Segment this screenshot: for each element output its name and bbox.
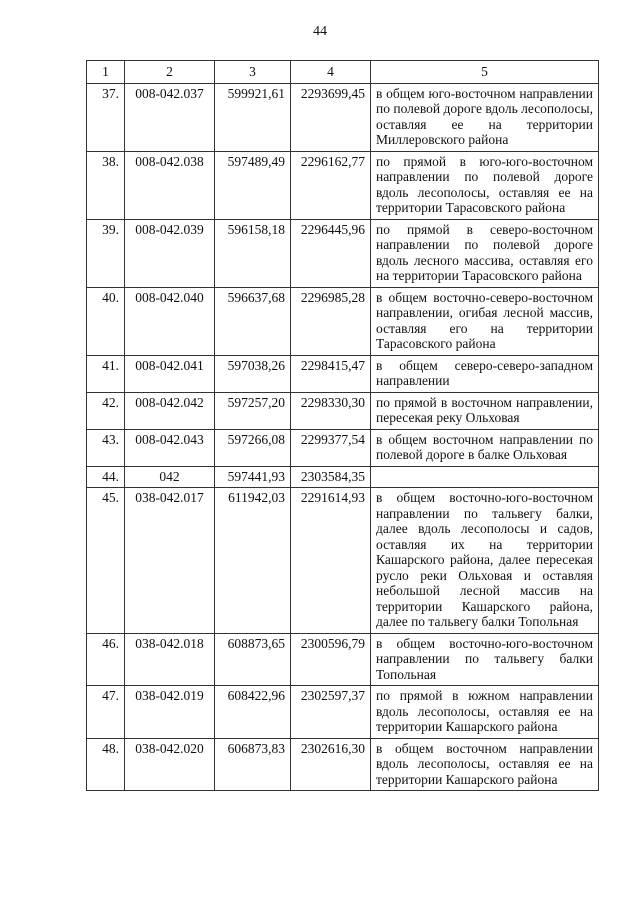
table-row: [87, 83, 599, 151]
row-number-cell: 39.: [87, 219, 125, 287]
point-code-cell: 038-042.018: [125, 633, 215, 686]
description-cell: в общем восточном направлении по полевой дороге в балке Ольховая: [371, 429, 599, 466]
y-coordinate-cell: 2298330,30: [291, 392, 371, 429]
x-coordinate-cell: 606873,83: [215, 738, 291, 791]
x-coordinate-cell: 597441,93: [215, 466, 291, 488]
point-code-cell: 008-042.038: [125, 151, 215, 219]
point-code-cell: 008-042.043: [125, 429, 215, 466]
table-row: [87, 633, 599, 686]
column-header: 4: [291, 61, 371, 84]
table-row: [87, 287, 599, 355]
row-number-cell: 37.: [87, 83, 125, 151]
page-number: 44: [313, 24, 327, 39]
y-coordinate-cell: 2302597,37: [291, 686, 371, 739]
table-row: [87, 219, 599, 287]
description-cell: по прямой в восточном направлении, пересекая реку Ольховая: [371, 392, 599, 429]
row-number-cell: 42.: [87, 392, 125, 429]
point-code-cell: 038-042.019: [125, 686, 215, 739]
table-row: [87, 466, 599, 488]
x-coordinate-cell: 596637,68: [215, 287, 291, 355]
column-header: 2: [125, 61, 215, 84]
x-coordinate-cell: 597038,26: [215, 355, 291, 392]
description-cell: в общем восточно-северо-восточном направлении, огибая лесной массив, оставляя его на территории Тарасовского района: [371, 287, 599, 355]
x-coordinate-cell: 596158,18: [215, 219, 291, 287]
point-code-cell: 038-042.017: [125, 488, 215, 634]
row-number-cell: 43.: [87, 429, 125, 466]
description-cell: в общем восточном направлении вдоль лесополосы, оставляя ее на территории Кашарского района: [371, 738, 599, 791]
table-row: [87, 355, 599, 392]
x-coordinate-cell: 597489,49: [215, 151, 291, 219]
column-header: 3: [215, 61, 291, 84]
point-code-cell: 008-042.040: [125, 287, 215, 355]
y-coordinate-cell: 2302616,30: [291, 738, 371, 791]
description-cell: в общем юго-восточном направлении по полевой дороге вдоль лесополосы, оставляя ее на территории Миллеровского района: [371, 83, 599, 151]
row-number-cell: 38.: [87, 151, 125, 219]
description-cell: в общем северо-северо-западном направлении: [371, 355, 599, 392]
point-code-cell: 008-042.042: [125, 392, 215, 429]
x-coordinate-cell: 597257,20: [215, 392, 291, 429]
table-row: [87, 738, 599, 791]
description-cell: по прямой в южном направлении вдоль лесополосы, оставляя ее на территории Кашарского района: [371, 686, 599, 739]
point-code-cell: 008-042.039: [125, 219, 215, 287]
x-coordinate-cell: 608422,96: [215, 686, 291, 739]
point-code-cell: 008-042.037: [125, 83, 215, 151]
table-row: [87, 151, 599, 219]
table-header-row: [87, 61, 599, 84]
description-cell: в общем восточно-юго-восточном направлении по тальвегу балки Топольная: [371, 633, 599, 686]
y-coordinate-cell: 2296985,28: [291, 287, 371, 355]
y-coordinate-cell: 2296445,96: [291, 219, 371, 287]
row-number-cell: 48.: [87, 738, 125, 791]
boundary-points-table: [86, 60, 599, 791]
y-coordinate-cell: 2300596,79: [291, 633, 371, 686]
description-cell: [371, 466, 599, 488]
y-coordinate-cell: 2299377,54: [291, 429, 371, 466]
description-cell: по прямой в северо-восточном направлении по полевой дороге вдоль лесного массива, оставляя его на территории Тарасовского района: [371, 219, 599, 287]
table-body: [87, 83, 599, 791]
point-code-cell: 042: [125, 466, 215, 488]
table-row: [87, 488, 599, 634]
y-coordinate-cell: 2303584,35: [291, 466, 371, 488]
row-number-cell: 44.: [87, 466, 125, 488]
description-cell: по прямой в юго-юго-восточном направлении по полевой дороге вдоль лесополосы, оставляя ее на территории Тарасовского района: [371, 151, 599, 219]
x-coordinate-cell: 599921,61: [215, 83, 291, 151]
table-row: [87, 392, 599, 429]
point-code-cell: 008-042.041: [125, 355, 215, 392]
x-coordinate-cell: 608873,65: [215, 633, 291, 686]
y-coordinate-cell: 2291614,93: [291, 488, 371, 634]
row-number-cell: 40.: [87, 287, 125, 355]
x-coordinate-cell: 611942,03: [215, 488, 291, 634]
row-number-cell: 47.: [87, 686, 125, 739]
table-row: [87, 429, 599, 466]
table-row: [87, 686, 599, 739]
y-coordinate-cell: 2293699,45: [291, 83, 371, 151]
x-coordinate-cell: 597266,08: [215, 429, 291, 466]
description-cell: в общем восточно-юго-восточном направлении по тальвегу балки, далее вдоль лесополосы и садов, оставляя их на территории Кашарского района, далее пересекая русло реки Ольховая и оставляя небольшой лесной массив на территории Кашарского района, далее по тальвегу балки Топольная: [371, 488, 599, 634]
row-number-cell: 46.: [87, 633, 125, 686]
y-coordinate-cell: 2296162,77: [291, 151, 371, 219]
point-code-cell: 038-042.020: [125, 738, 215, 791]
row-number-cell: 45.: [87, 488, 125, 634]
row-number-cell: 41.: [87, 355, 125, 392]
column-header: 5: [371, 61, 599, 84]
y-coordinate-cell: 2298415,47: [291, 355, 371, 392]
column-header: 1: [87, 61, 125, 84]
